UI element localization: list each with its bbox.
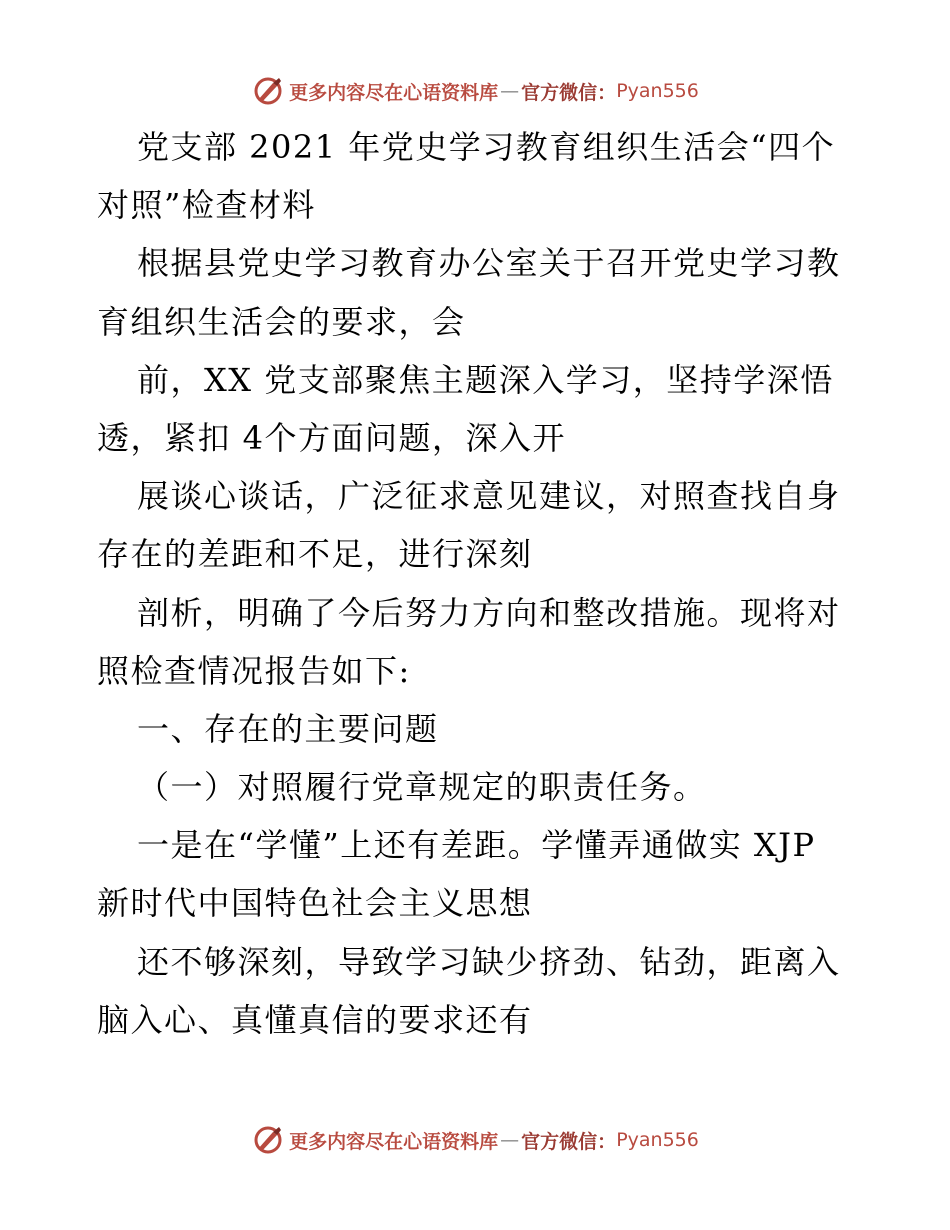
banner-site-text: 更多内容尽在心语资料库 [289, 81, 499, 104]
title-line-2: 对照”检查材料 [97, 186, 316, 225]
paragraph-line: 存在的差距和不足，进行深刻 [97, 535, 533, 574]
paragraph-line: 育组织生活会的要求，会 [97, 302, 466, 341]
title-line-1: 党支部 2021 年党史学习教育组织生活会“四个 [137, 128, 836, 166]
paragraph-line: 剖析，明确了今后努力方向和整改措施。现将对 [137, 593, 841, 632]
pen-logo-icon [251, 74, 285, 108]
banner-wechat-label: 官方微信： [521, 81, 617, 104]
section-heading: 一、存在的主要问题 [137, 709, 439, 748]
document-body [97, 118, 857, 1049]
paragraph-line: 展谈心谈话，广泛征求意见建议，对照查找自身 [137, 477, 841, 516]
banner-wechat-label: 官方微信： [521, 1130, 617, 1153]
banner-site-text: 更多内容尽在心语资料库 [289, 1130, 499, 1153]
banner-wechat-id: Pyan556 [616, 1129, 699, 1151]
footer-watermark-banner [0, 1120, 950, 1160]
paragraph-line: 前，XX 党支部聚焦主题深入学习，坚持学深悟 [137, 360, 834, 399]
banner-wechat-id: Pyan556 [616, 80, 699, 102]
pen-logo-icon [251, 1123, 285, 1157]
header-watermark-banner [0, 71, 950, 111]
banner-dash: — [500, 80, 520, 102]
paragraph-line: 透，紧扣 4个方面问题，深入开 [97, 418, 567, 457]
paragraph-line: 一是在“学懂”上还有差距。学懂弄通做实 XJP [137, 826, 816, 865]
paragraph-line: 还不够深刻，导致学习缺少挤劲、钻劲，距离入 [137, 942, 841, 981]
paragraph-line: 根据县党史学习教育办公室关于召开党史学习教 [137, 244, 841, 283]
paragraph-line: 新时代中国特色社会主义思想 [97, 884, 533, 923]
banner-dash: — [500, 1129, 520, 1151]
paragraph-line: 照检查情况报告如下: [97, 651, 411, 690]
subsection-heading: （一）对照履行党章规定的职责任务。 [137, 768, 707, 807]
paragraph-line: 脑入心、真懂真信的要求还有 [97, 1000, 533, 1039]
